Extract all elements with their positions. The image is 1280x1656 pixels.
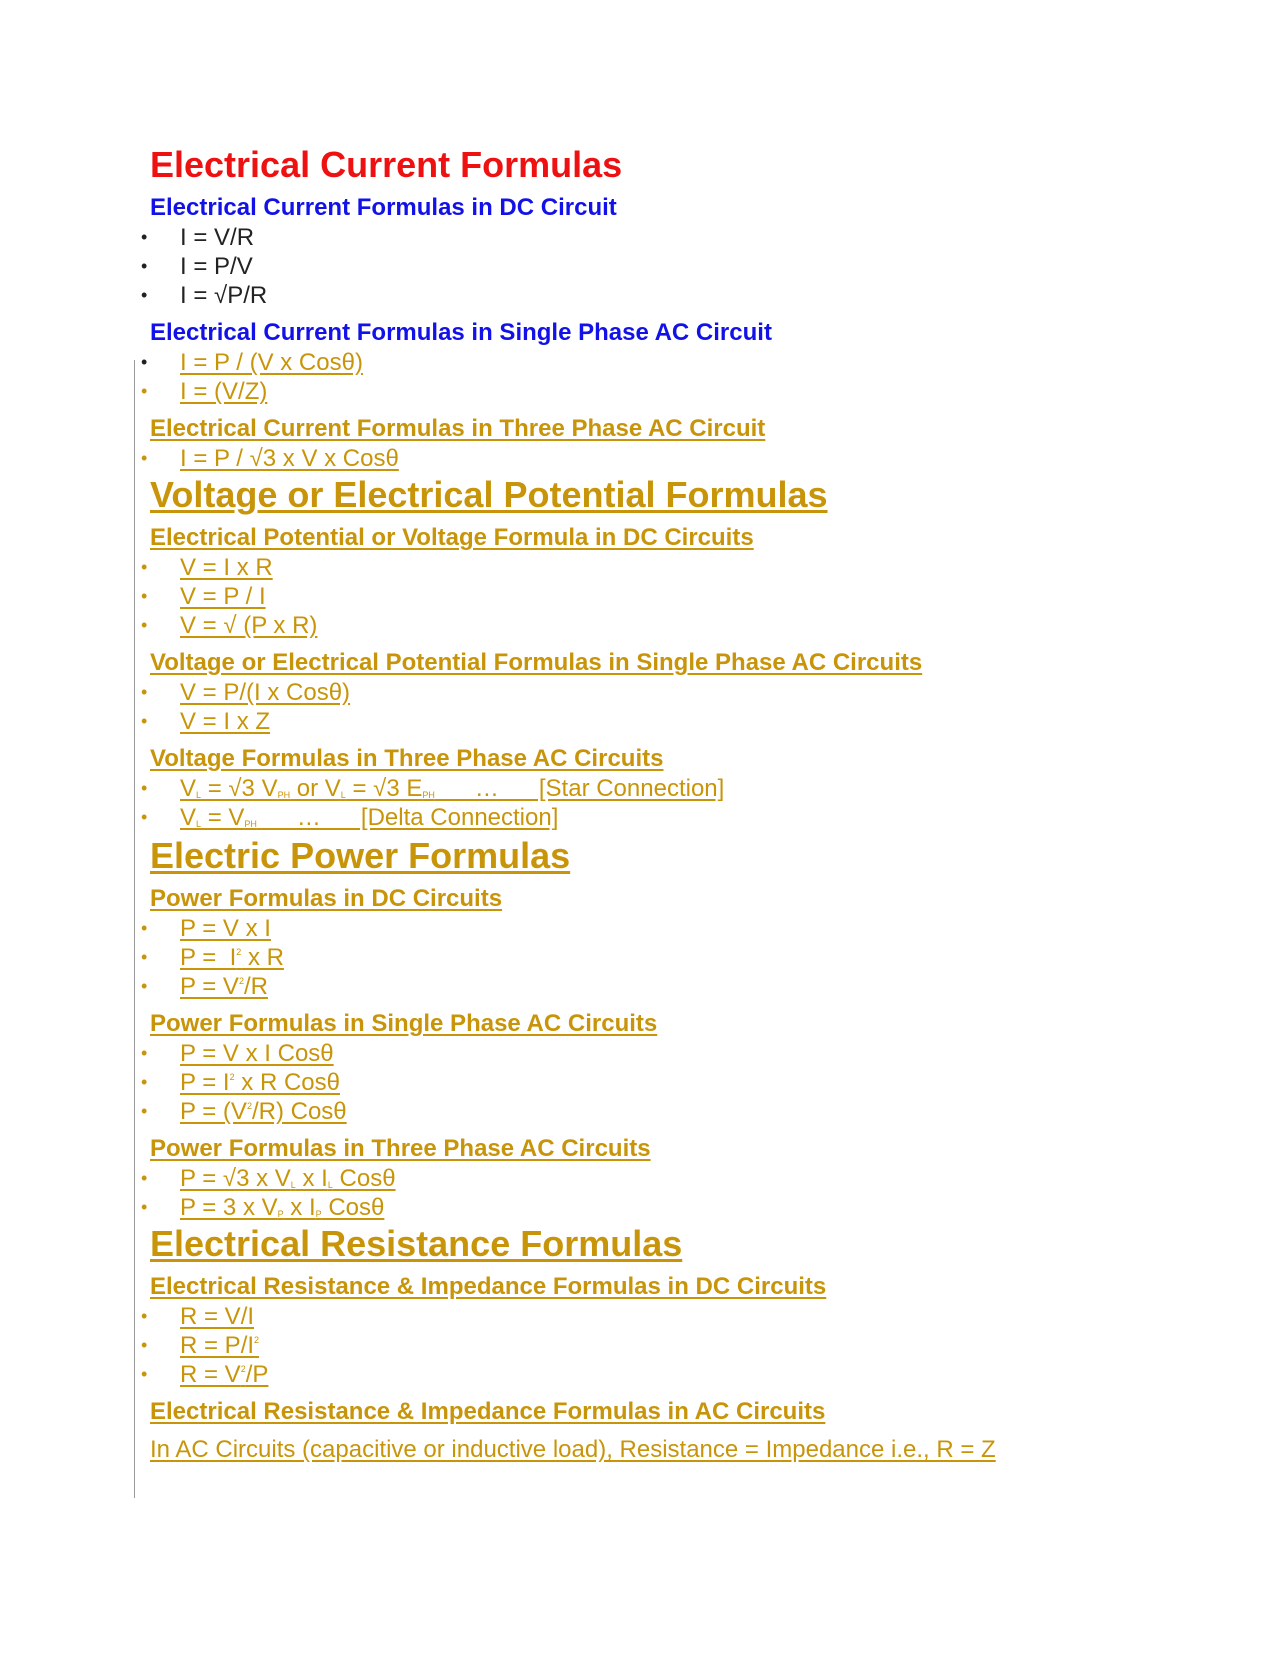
list-item[interactable] xyxy=(141,611,1230,640)
margin-change-bar xyxy=(134,360,135,1498)
formula-link[interactable]: I = (V/Z) xyxy=(180,378,268,405)
list-item[interactable] xyxy=(141,678,1230,707)
list-item[interactable] xyxy=(141,943,1230,972)
list-item[interactable] xyxy=(141,1193,1230,1222)
formula-link[interactable]: V = I x R xyxy=(180,554,273,581)
current-single-phase-heading: Electrical Current Formulas in Single Phase AC Circuit xyxy=(150,319,772,346)
document-content xyxy=(150,145,1230,1465)
current-dc-heading: Electrical Current Formulas in DC Circuit xyxy=(150,194,617,221)
formula-link[interactable]: P = V x I Cosθ xyxy=(180,1040,334,1067)
resistance-ac-paragraph[interactable]: In AC Circuits (capacitive or inductive load), Resistance = Impedance i.e., R = Z xyxy=(150,1436,996,1463)
list-item[interactable] xyxy=(141,348,1230,377)
resistance-ac-heading[interactable]: Electrical Resistance & Impedance Formulas in AC Circuits xyxy=(150,1398,826,1425)
voltage-formulas-title[interactable]: Voltage or Electrical Potential Formulas xyxy=(150,474,828,515)
resistance-formulas-title[interactable]: Electrical Resistance Formulas xyxy=(150,1223,683,1264)
power-single-phase-list xyxy=(141,1039,1230,1126)
list-item[interactable] xyxy=(141,377,1230,406)
formula-link[interactable]: $P = (V^2/R)$ Cosθ xyxy=(180,1098,347,1125)
power-dc-list xyxy=(141,914,1230,1001)
power-three-phase-list xyxy=(141,1164,1230,1222)
power-dc-heading[interactable]: Power Formulas in DC Circuits xyxy=(150,885,503,912)
list-item[interactable] xyxy=(141,972,1230,1001)
formula-link[interactable]: V = √ (P x R) xyxy=(180,612,318,639)
formula-text: I = V/R xyxy=(180,224,255,251)
current-formulas-title: Electrical Current Formulas xyxy=(150,144,623,185)
voltage-single-phase-heading[interactable]: Voltage or Electrical Potential Formulas in Single Phase AC Circuits xyxy=(150,649,923,676)
formula-link[interactable]: V = I x Z xyxy=(180,708,271,735)
list-item[interactable] xyxy=(141,553,1230,582)
list-item[interactable] xyxy=(141,1039,1230,1068)
list-item[interactable] xyxy=(141,774,1230,803)
formula-link[interactable]: $V_L = V_{PH}$ … [Delta Connection] xyxy=(180,804,559,831)
list-item[interactable] xyxy=(141,444,1230,473)
formula-text: I = √P/R xyxy=(180,282,268,309)
formula-link[interactable]: V = P/(I x Cosθ) xyxy=(180,679,351,706)
list-item[interactable] xyxy=(141,1331,1230,1360)
voltage-dc-heading[interactable]: Electrical Potential or Voltage Formula in DC Circuits xyxy=(150,524,754,551)
formula-link[interactable]: $R = P/I^2$ xyxy=(180,1332,260,1359)
formula-link[interactable]: $P = I^2$ x R Cosθ xyxy=(180,1069,340,1096)
formula-link[interactable]: I = P / √3 x V x Cosθ xyxy=(180,445,399,472)
formula-link[interactable]: I = P / (V x Cosθ) xyxy=(180,349,363,376)
list-item[interactable] xyxy=(141,1164,1230,1193)
current-dc-list xyxy=(141,223,1230,310)
list-item[interactable] xyxy=(141,1068,1230,1097)
formula-link[interactable]: V = P / I xyxy=(180,583,266,610)
formula-link[interactable]: $V_L = √3$ $V_{PH}$ or $V_L = √3$ $E_{PH}$ … [Star Connection] xyxy=(180,775,725,802)
formula-link[interactable]: R = V/I xyxy=(180,1303,255,1330)
power-formulas-title[interactable]: Electric Power Formulas xyxy=(150,835,571,876)
list-item[interactable] xyxy=(141,1097,1230,1126)
power-three-phase-heading[interactable]: Power Formulas in Three Phase AC Circuits xyxy=(150,1135,651,1162)
formula-link[interactable]: P = 3 x $V_P$ x $I_P$ Cosθ xyxy=(180,1194,385,1221)
formula-link[interactable]: $R = V^2/P$ xyxy=(180,1361,269,1388)
formula-link[interactable]: P = V x I xyxy=(180,915,271,942)
formula-link[interactable]: P = √3 x $V_L$ x $I_L$ Cosθ xyxy=(180,1165,396,1192)
current-three-phase-list xyxy=(141,444,1230,473)
list-item xyxy=(141,281,1230,310)
list-item[interactable] xyxy=(141,1360,1230,1389)
list-item[interactable] xyxy=(141,707,1230,736)
formula-text: I = P/V xyxy=(180,253,253,280)
current-three-phase-heading[interactable]: Electrical Current Formulas in Three Phase AC Circuit xyxy=(150,415,766,442)
list-item[interactable] xyxy=(141,1302,1230,1331)
power-single-phase-heading[interactable]: Power Formulas in Single Phase AC Circuits xyxy=(150,1010,658,1037)
list-item[interactable] xyxy=(141,582,1230,611)
voltage-three-phase-list xyxy=(141,774,1230,832)
list-item[interactable] xyxy=(141,914,1230,943)
formula-link[interactable]: $P = I^2$ x R xyxy=(180,944,284,971)
resistance-dc-list xyxy=(141,1302,1230,1389)
list-item[interactable] xyxy=(141,803,1230,832)
voltage-dc-list xyxy=(141,553,1230,640)
resistance-dc-heading[interactable]: Electrical Resistance & Impedance Formulas in DC Circuits xyxy=(150,1273,827,1300)
voltage-three-phase-heading[interactable]: Voltage Formulas in Three Phase AC Circuits xyxy=(150,745,664,772)
list-item xyxy=(141,252,1230,281)
list-item xyxy=(141,223,1230,252)
formula-link[interactable]: $P = V^2/R$ xyxy=(180,973,268,1000)
voltage-single-phase-list xyxy=(141,678,1230,736)
current-single-phase-list xyxy=(141,348,1230,406)
